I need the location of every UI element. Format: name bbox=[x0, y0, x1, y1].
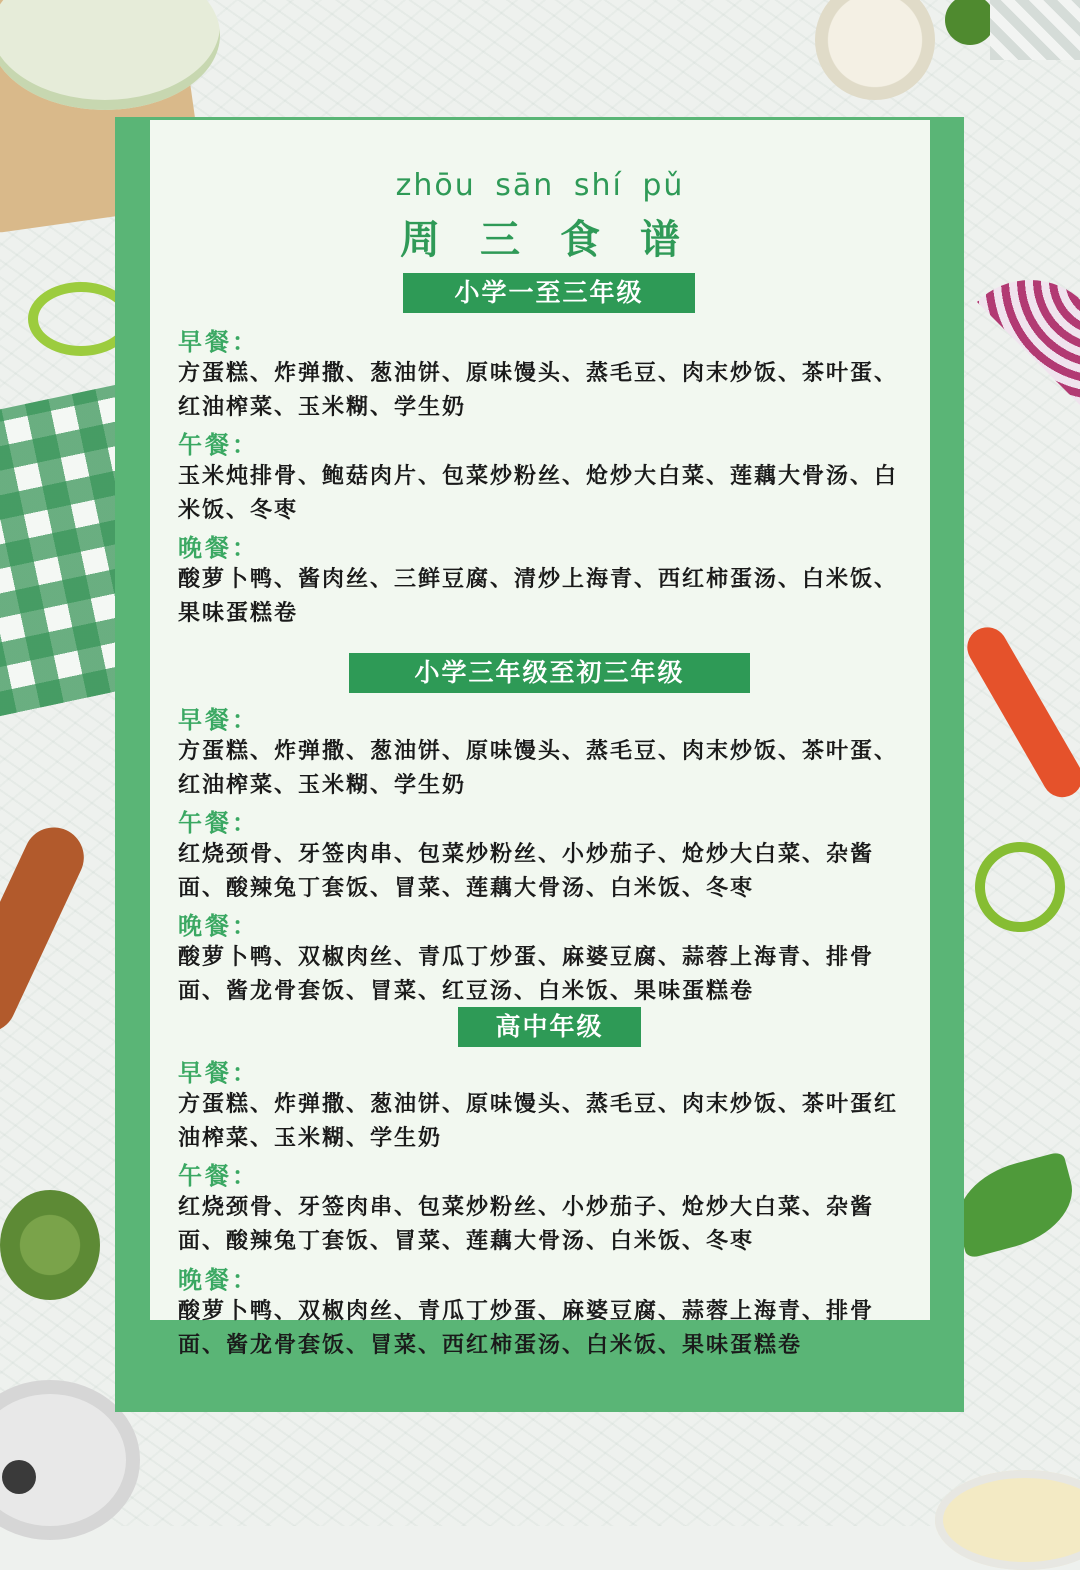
dinner-menu: 酸萝卜鸭、双椒肉丝、青瓜丁炒蛋、麻婆豆腐、蒜蓉上海青、排骨面、酱龙骨套饭、冒菜、红豆汤、白米饭、果味蛋糕卷 bbox=[178, 944, 875, 1004]
breakfast-menu: 方蛋糕、炸弹撒、葱油饼、原味馒头、蒸毛豆、肉末炒饭、茶叶蛋、红油榨菜、玉米糊、学生奶 bbox=[178, 738, 899, 798]
breakfast-label: 早餐： bbox=[178, 705, 259, 734]
lunch-menu: 玉米炖排骨、鲍菇肉片、包菜炒粉丝、炝炒大白菜、莲藕大骨汤、白米饭、冬枣 bbox=[178, 463, 899, 523]
page-title: 周三食谱 bbox=[400, 216, 720, 263]
breakfast-label: 早餐： bbox=[178, 327, 259, 356]
section-banner-grade-1-3: 小学一至三年级 bbox=[403, 273, 695, 313]
lunch-label: 午餐： bbox=[178, 1161, 259, 1190]
section-banner-grade-3-to-junior-3: 小学三年级至初三年级 bbox=[349, 653, 750, 693]
section-banner-senior-high: 高中年级 bbox=[458, 1007, 641, 1047]
dinner-label: 晚餐： bbox=[178, 911, 259, 940]
dinner-menu: 酸萝卜鸭、双椒肉丝、青瓜丁炒蛋、麻婆豆腐、蒜蓉上海青、排骨面、酱龙骨套饭、冒菜、西红柿蛋汤、白米饭、果味蛋糕卷 bbox=[178, 1298, 875, 1358]
breakfast-label: 早餐： bbox=[178, 1058, 259, 1087]
dinner-label: 晚餐： bbox=[178, 533, 259, 562]
lunch-menu: 红烧颈骨、牙签肉串、包菜炒粉丝、小炒茄子、炝炒大白菜、杂酱面、酸辣兔丁套饭、冒菜、莲藕大骨汤、白米饭、冬枣 bbox=[178, 1194, 875, 1254]
lunch-menu: 红烧颈骨、牙签肉串、包菜炒粉丝、小炒茄子、炝炒大白菜、杂酱面、酸辣兔丁套饭、冒菜、莲藕大骨汤、白米饭、冬枣 bbox=[178, 841, 875, 901]
breakfast-menu: 方蛋糕、炸弹撒、葱油饼、原味馒头、蒸毛豆、肉末炒饭、茶叶蛋、红油榨菜、玉米糊、学生奶 bbox=[178, 360, 899, 420]
lunch-label: 午餐： bbox=[178, 808, 259, 837]
dinner-menu: 酸萝卜鸭、酱肉丝、三鲜豆腐、清炒上海青、西红柿蛋汤、白米饭、果味蛋糕卷 bbox=[178, 566, 899, 626]
title-pinyin: zhōu sān shí pǔ bbox=[395, 168, 685, 203]
breakfast-menu: 方蛋糕、炸弹撒、葱油饼、原味馒头、蒸毛豆、肉末炒饭、茶叶蛋红油榨菜、玉米糊、学生奶 bbox=[178, 1091, 899, 1151]
dinner-label: 晚餐： bbox=[178, 1265, 259, 1294]
lunch-label: 午餐： bbox=[178, 430, 259, 459]
